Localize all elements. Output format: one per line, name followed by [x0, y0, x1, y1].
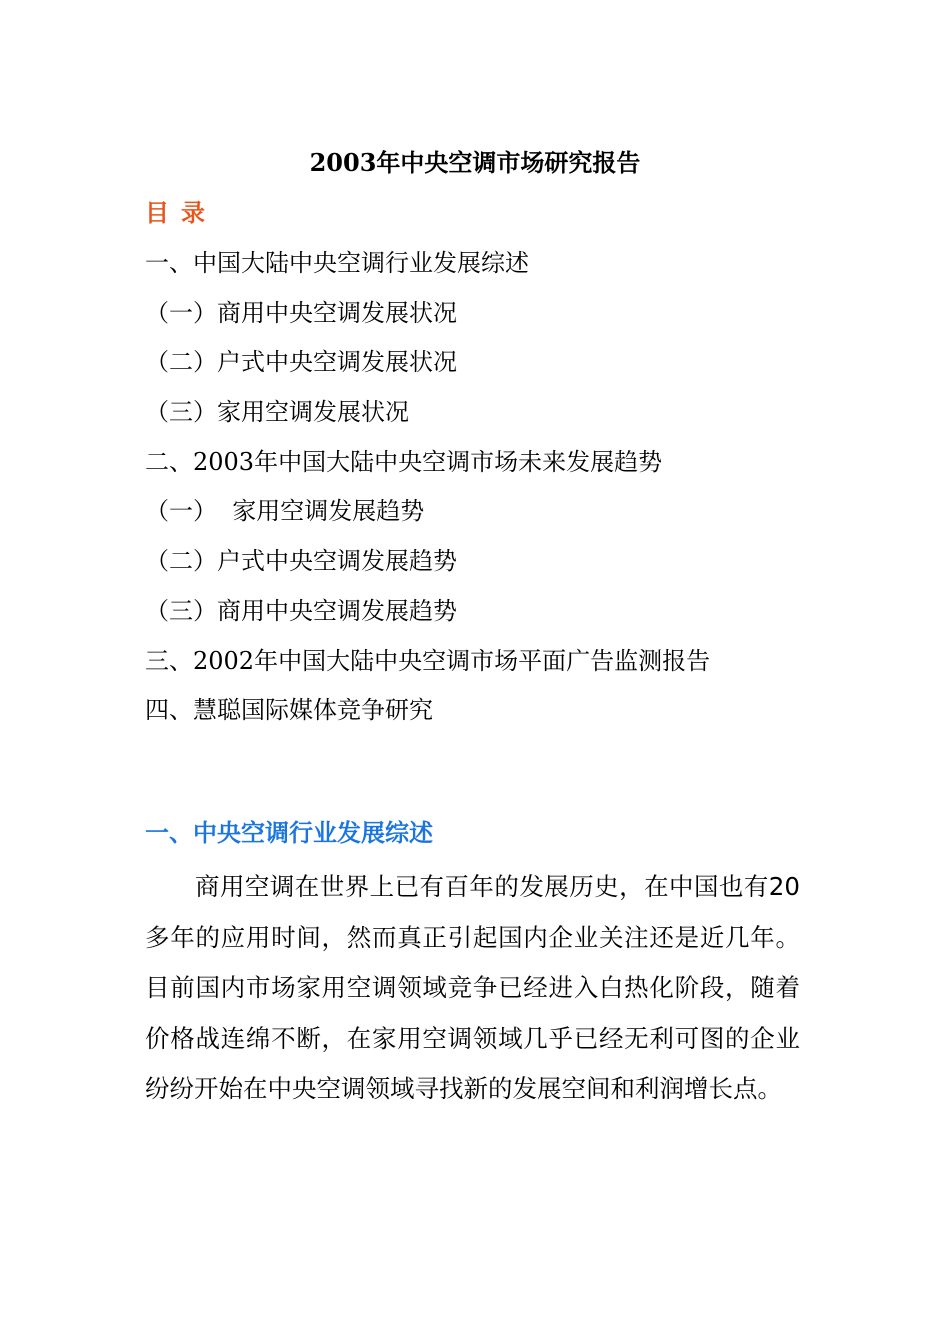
toc-item: 一、中国大陆中央空调行业发展综述 [145, 249, 529, 277]
toc-item: （三）家用空调发展状况 [145, 398, 409, 427]
toc-item: 三、2002年中国大陆中央空调市场平面广告监测报告 [145, 646, 711, 675]
document-title: 2003年中央空调市场研究报告 [309, 148, 641, 177]
toc-item: （二）户式中央空调发展趋势 [145, 547, 457, 576]
toc-item: （三）商用中央空调发展趋势 [145, 596, 457, 625]
toc-heading: 目录 [145, 199, 217, 227]
toc-item: （一）商用中央空调发展状况 [145, 298, 457, 327]
toc-item: 四、慧聪国际媒体竞争研究 [145, 696, 433, 725]
toc-item: 二、2003年中国大陆中央空调市场未来发展趋势 [145, 447, 663, 476]
table-of-contents [145, 245, 710, 742]
toc-item: （二）户式中央空调发展状况 [145, 348, 457, 377]
section-heading: 一、中央空调行业发展综述 [145, 819, 433, 847]
toc-item: （一） 家用空调发展趋势 [145, 497, 425, 526]
body-paragraph: 商用空调在世界上已有百年的发展历史，在中国也有20多年的应用时间，然而真正引起国内企业关注还是近几年。目前国内市场家用空调领域竞争已经进入白热化阶段，随着价格战连绵不断，在家用空调领域几乎已经无利可图的企业纷纷开始在中央空调领域寻找新的发展空间和利润增长点。 [145, 872, 800, 1103]
